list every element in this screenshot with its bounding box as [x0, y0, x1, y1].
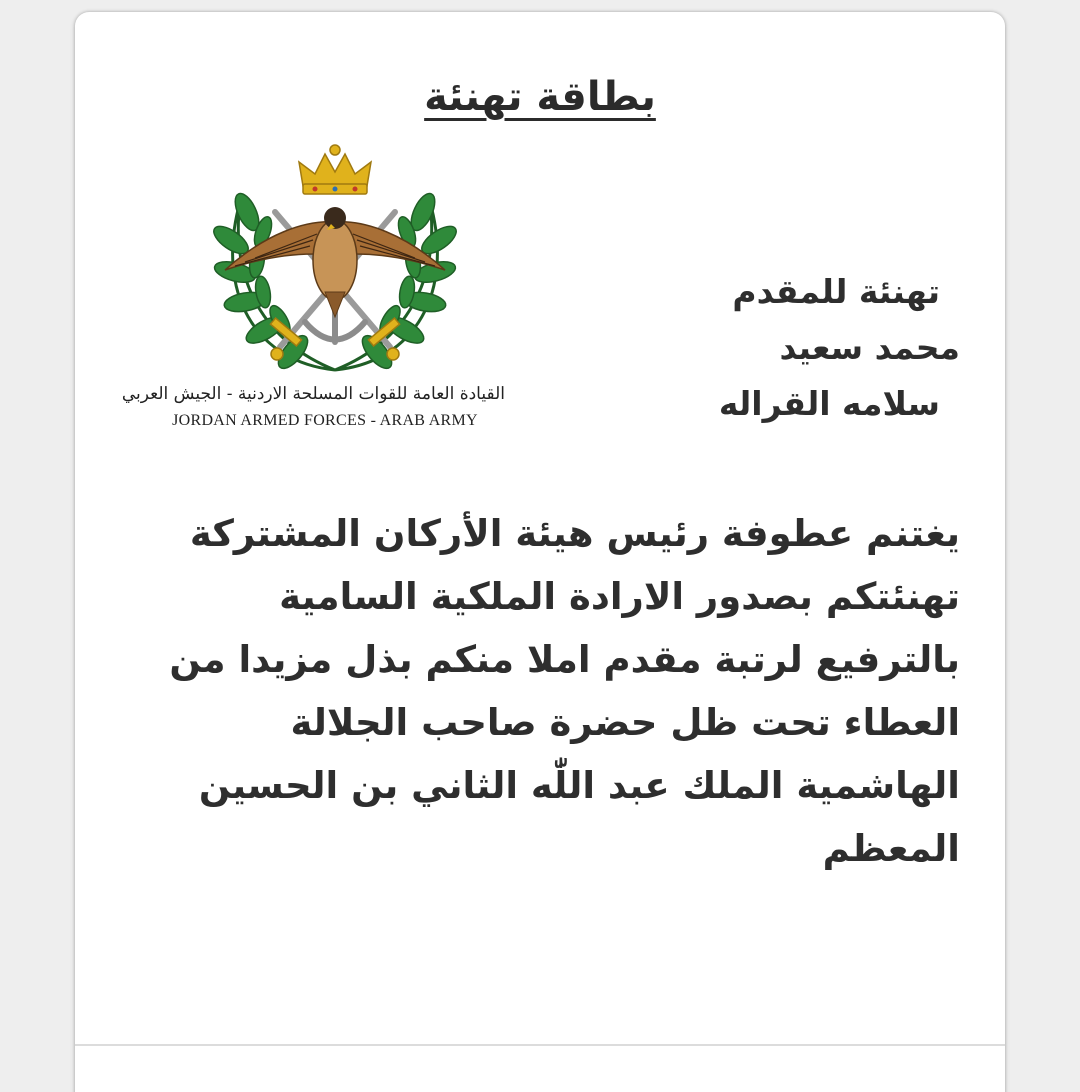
card-title: بطاقة تهنئة: [424, 74, 656, 120]
recipient-line-name: محمد سعيد: [779, 328, 960, 367]
emblem-caption-english: JORDAN ARMED FORCES - ARAB ARMY: [172, 412, 478, 429]
message-body: [100, 502, 960, 880]
emblem-graphic: [135, 142, 535, 382]
message-line: العطاء تحت ظل حضرة صاحب الجلالة: [290, 701, 960, 744]
recipient-block: [719, 264, 960, 432]
message-line: المعظم: [822, 827, 960, 870]
congratulation-card: [75, 12, 1005, 1092]
crown-icon: [299, 145, 371, 194]
message-line: الهاشمية الملك عبد اللّٰه الثاني بن الحسين: [198, 764, 960, 807]
recipient-line-family: سلامه القراله: [718, 384, 940, 423]
recipient-line-rank: تهنئة للمقدم: [732, 272, 940, 311]
message-line: تهنئتكم بصدور الارادة الملكية السامية: [279, 575, 960, 618]
message-line: بالترفيع لرتبة مقدم املا منكم بذل مزيدا من: [169, 638, 960, 681]
divider: [75, 1044, 1005, 1046]
emblem-caption-arabic: القيادة العامة للقوات المسلحة الاردنية - الجيش العربي: [121, 384, 505, 404]
message-line: يغتنم عطوفة رئيس هيئة الأركان المشتركة: [189, 512, 960, 555]
